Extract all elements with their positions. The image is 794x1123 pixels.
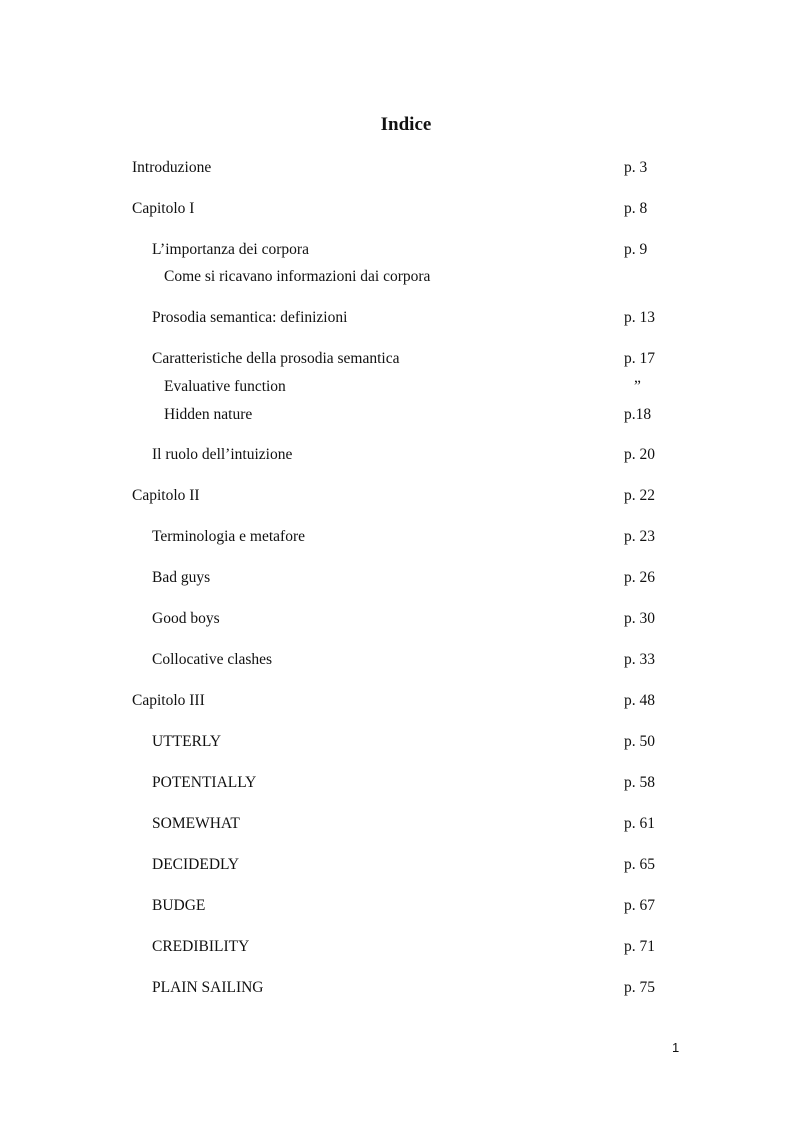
page-title: Indice xyxy=(380,114,432,135)
toc-entry-label: Capitolo III xyxy=(132,692,205,709)
toc-entry-label: BUDGE xyxy=(152,897,206,914)
toc-entry-somewhat xyxy=(0,815,794,837)
toc-entry-label: PLAIN SAILING xyxy=(152,979,264,996)
toc-entry-page: p. 17 xyxy=(624,350,655,367)
toc-entry-plain-sailing xyxy=(0,979,794,1001)
toc-entry-collocative-clashes xyxy=(0,651,794,673)
toc-entry-page: p. 8 xyxy=(624,200,648,217)
toc-entry-label: UTTERLY xyxy=(152,733,222,750)
toc-entry-decidedly xyxy=(0,856,794,878)
toc-entry-caratteristiche-prosodia xyxy=(0,350,794,372)
toc-entry-terminologia-metafore xyxy=(0,528,794,550)
toc-entry-label: Evaluative function xyxy=(164,378,286,395)
toc-entry-label: SOMEWHAT xyxy=(152,815,240,832)
toc-entry-page: ” xyxy=(634,378,641,395)
toc-entry-evaluative-function xyxy=(0,378,794,400)
toc-entry-label: Capitolo II xyxy=(132,487,200,504)
toc-entry-page: p. 58 xyxy=(624,774,655,791)
toc-entry-prosodia-definizioni xyxy=(0,309,794,331)
toc-entry-page: p. 20 xyxy=(624,446,655,463)
toc-entry-label: Good boys xyxy=(152,610,220,627)
toc-entry-page: p. 9 xyxy=(624,241,648,258)
toc-entry-potentially xyxy=(0,774,794,796)
toc-entry-page: p. 13 xyxy=(624,309,655,326)
toc-entry-capitolo-3 xyxy=(0,692,794,714)
toc-entry-bad-guys xyxy=(0,569,794,591)
toc-entry-utterly xyxy=(0,733,794,755)
toc-entry-label: DECIDEDLY xyxy=(152,856,240,873)
toc-entry-page: p. 33 xyxy=(624,651,655,668)
toc-entry-page: p. 61 xyxy=(624,815,655,832)
toc-entry-importanza-corpora xyxy=(0,241,794,263)
toc-entry-hidden-nature xyxy=(0,406,794,428)
toc-entry-page: p. 67 xyxy=(624,897,655,914)
toc-entry-page: p. 65 xyxy=(624,856,655,873)
toc-entry-page: p. 75 xyxy=(624,979,655,996)
toc-entry-label: Hidden nature xyxy=(164,406,253,423)
toc-entry-page: p. 22 xyxy=(624,487,655,504)
toc-entry-capitolo-2 xyxy=(0,487,794,509)
toc-entry-budge xyxy=(0,897,794,919)
toc-entry-label: Prosodia semantica: definizioni xyxy=(152,309,348,326)
toc-entry-ruolo-intuizione xyxy=(0,446,794,468)
toc-entry-label: L’importanza dei corpora xyxy=(152,241,309,258)
toc-entry-page: p. 23 xyxy=(624,528,655,545)
page-number: 1 xyxy=(672,1040,680,1055)
toc-entry-credibility xyxy=(0,938,794,960)
toc-entry-page: p. 30 xyxy=(624,610,655,627)
toc-entry-label: Caratteristiche della prosodia semantica xyxy=(152,350,400,367)
toc-entry-label: Come si ricavano informazioni dai corpora xyxy=(164,268,431,285)
toc-entry-label: Capitolo I xyxy=(132,200,195,217)
toc-entry-page: p. 71 xyxy=(624,938,655,955)
toc-entry-page: p. 26 xyxy=(624,569,655,586)
toc-entry-label: POTENTIALLY xyxy=(152,774,257,791)
toc-entry-introduzione xyxy=(0,159,794,181)
toc-entry-informazioni-corpora xyxy=(0,268,794,290)
toc-entry-page: p. 48 xyxy=(624,692,655,709)
toc-entry-label: Collocative clashes xyxy=(152,651,273,668)
toc-entry-capitolo-1 xyxy=(0,200,794,222)
toc-entry-label: Introduzione xyxy=(132,159,212,176)
toc-entry-page: p.18 xyxy=(624,406,652,423)
toc-entry-label: Terminologia e metafore xyxy=(152,528,305,545)
toc-entry-label: Bad guys xyxy=(152,569,211,586)
toc-entry-good-boys xyxy=(0,610,794,632)
toc-entry-label: CREDIBILITY xyxy=(152,938,250,955)
toc-entry-label: Il ruolo dell’intuizione xyxy=(152,446,293,463)
toc-entry-page: p. 50 xyxy=(624,733,655,750)
toc-entry-page: p. 3 xyxy=(624,159,648,176)
